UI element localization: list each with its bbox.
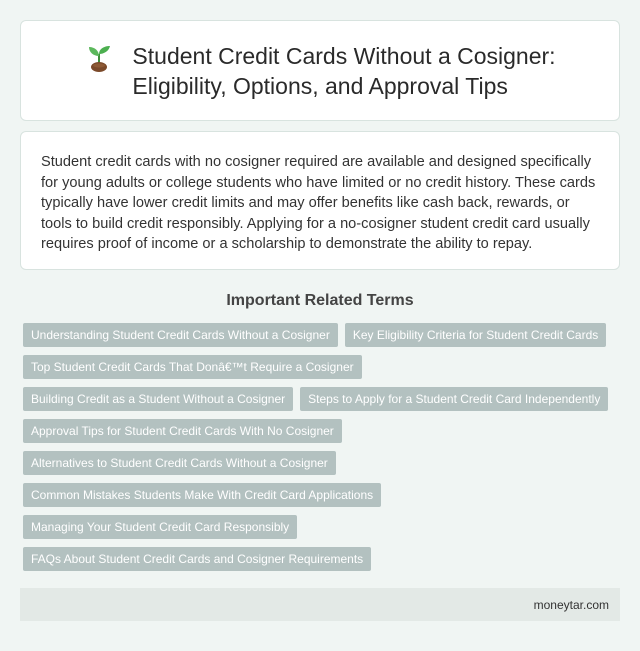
related-terms-list: [20, 323, 620, 579]
term-tag[interactable]: Steps to Apply for a Student Credit Card Independently: [300, 387, 608, 411]
page-title: Student Credit Cards Without a Cosigner: Eligibility, Options, and Approval Tips: [132, 42, 556, 99]
term-tag[interactable]: Key Eligibility Criteria for Student Credit Cards: [345, 323, 606, 347]
site-link[interactable]: moneytar.com: [533, 597, 609, 612]
summary-text: Student credit cards with no cosigner required are available and designed specifically for young adults or college students who have limited or no credit history. These cards typically have lower credit limits and may offer benefits like cash back, rewards, or tools to build credit responsibly. Applying for a no-cosigner student credit card usually requires proof of income or a scholarship to demonstrate the ability to repay.: [41, 154, 596, 252]
title-card: [20, 20, 620, 121]
term-tag[interactable]: Understanding Student Credit Cards Without a Cosigner: [23, 323, 338, 347]
title-row: [84, 41, 555, 101]
term-tag[interactable]: FAQs About Student Credit Cards and Cosigner Requirements: [23, 547, 371, 571]
term-tag[interactable]: Common Mistakes Students Make With Credit Card Applications: [23, 483, 381, 507]
term-tag[interactable]: Building Credit as a Student Without a Cosigner: [23, 387, 293, 411]
footer: [20, 588, 620, 621]
term-tag[interactable]: Approval Tips for Student Credit Cards With No Cosigner: [23, 419, 342, 443]
term-tag[interactable]: Top Student Credit Cards That Donâ€™t Require a Cosigner: [23, 355, 362, 379]
sprout-icon: [84, 43, 114, 73]
related-terms-heading: Important Related Terms: [226, 292, 414, 309]
term-tag[interactable]: Managing Your Student Credit Card Responsibly: [23, 515, 297, 539]
term-tag[interactable]: Alternatives to Student Credit Cards Without a Cosigner: [23, 451, 336, 475]
summary-card: [20, 131, 620, 270]
